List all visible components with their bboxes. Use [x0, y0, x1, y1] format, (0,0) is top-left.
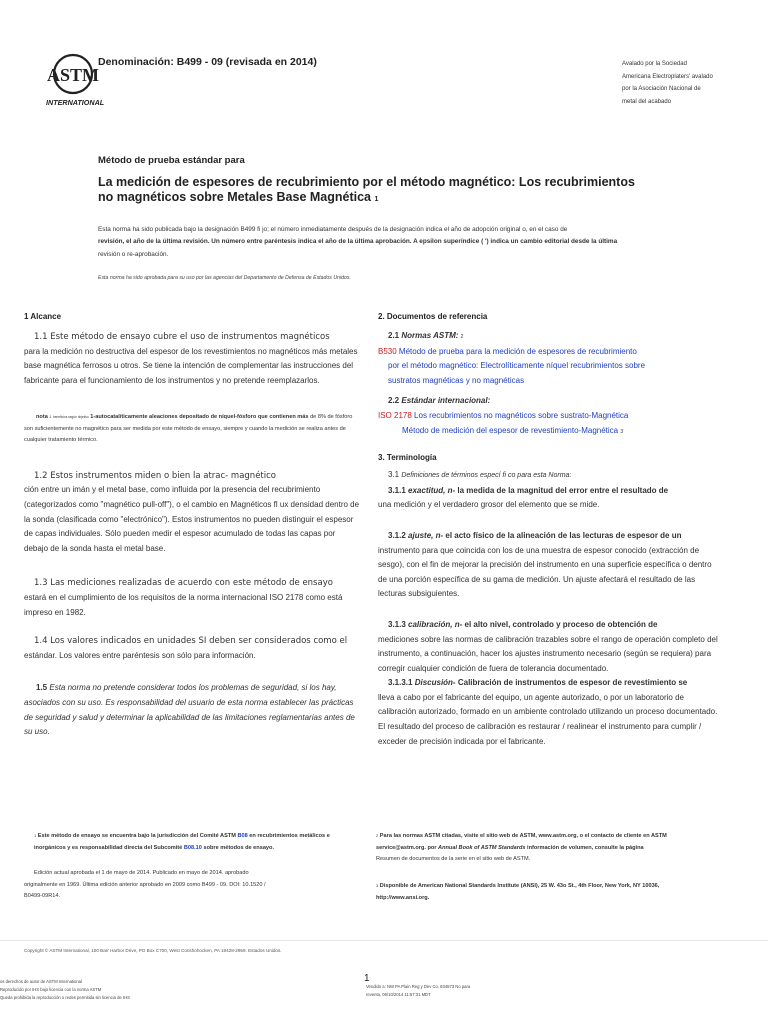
title-footnote-ref: 1	[374, 196, 379, 203]
definition-text: Calibración de instrumentos de espesor de revestimiento se	[457, 678, 688, 688]
definition-number: 3.1.2	[388, 530, 406, 540]
footnote-number: 3	[376, 883, 379, 888]
footnote-text: información de volumen, consulte la página	[527, 844, 644, 851]
note-tiny: beneficios según objetivo	[52, 415, 89, 420]
publication-notice	[98, 224, 738, 261]
paragraph-body: para la medición no destructiva del espesor de los revestimientos no magnéticos más metales base magnética ferrosos u otros. Se tiene la intención de complementar las instrucciones del fabricante para el funcionamiento de los instrumentos y no pretende reemplazarlos.	[24, 346, 358, 385]
footnote-3	[376, 880, 710, 904]
fine-line: Queda prohibida la reproducción o redes permitida sin licencia de IHS	[0, 995, 130, 1000]
endorsement-line: metal del acabado	[622, 98, 672, 105]
footnote-text: sobre métodos de ensayo.	[203, 844, 275, 851]
subsection-title: Normas ASTM:	[401, 331, 459, 340]
committee-link[interactable]: B08	[237, 833, 248, 839]
note-text: de 8% de fósforo son suficientemente no magnético para ser medida por este método de ensayo, siempre y cuando la medición se realiza antes de cualquier tratamiento térmico.	[24, 414, 353, 444]
reference-b530[interactable]	[378, 345, 718, 389]
paragraph-lead: 1.1 Este método de ensayo cubre el uso de instrumentos magnéticos	[34, 332, 330, 342]
footnote-ref: 2	[460, 334, 464, 340]
note-tiny: 1	[49, 415, 52, 420]
paragraph-body: estándar. Los valores entre paréntesis son sólo para información.	[24, 650, 256, 660]
reference-title-link[interactable]: Método de prueba para la medición de espesores de recubrimiento	[398, 346, 637, 356]
copyright-line: Copyright © ASTM International, 100 Barr Harbor Drive, PO Box C700, West Conshohocken, PA 19428-2959. Estados Unidos.	[24, 948, 282, 953]
definition-text: Definiciones de términos especí fi co para esta Norma:	[401, 472, 572, 480]
notice-line: revisión, el año de la última revisión. Un número entre paréntesis indica el año de la última aprobación. A epsilon superíndice ( ') indica un cambio editorial desde la última	[98, 238, 618, 246]
endorsement-note	[622, 58, 752, 108]
license-note-right	[366, 983, 470, 999]
definition-term: exactitud, n-	[408, 485, 456, 495]
footnote-text: Este método de ensayo se encuentra bajo la jurisdicción del Comité ASTM	[37, 833, 236, 839]
note-bold: 1-autocatalíticamente aleaciones depositado de níquel-fósforo que contienen más	[90, 414, 309, 421]
reference-code-link[interactable]: ISO 2178	[378, 410, 412, 420]
safety-statement: Esta norma no pretende considerar todos los problemas de seguridad, si los hay, asociados con su uso. Es responsabilidad del usuario de esta norma establecer las prácticas de seguridad y salud y determinar la aplicabilidad de las limitaciones reglamentarias antes de su uso.	[24, 683, 355, 737]
endorsement-line: Avalado por la Sociedad	[622, 61, 687, 67]
paragraph-lead: 1.4 Los valores indicados en unidades SI deben ser considerados como el	[34, 636, 348, 647]
fine-line: Reproducido por IHS bajo licencia con la norma ASTM	[0, 987, 102, 992]
definition-number: 3.1.3	[388, 619, 406, 629]
reference-title-link[interactable]: Los recubrimientos no magnéticos sobre sustrato-Magnética	[414, 410, 629, 420]
paragraph-1-2	[24, 469, 360, 557]
definition-term: ajuste, n-	[408, 530, 444, 540]
paragraph-1-4	[24, 634, 360, 663]
definition-number: 3.1.3.1	[388, 678, 413, 688]
definition-term: calibración, n-	[408, 619, 463, 629]
paragraph-1-1	[24, 330, 360, 388]
section-heading-scope: 1 Alcance	[24, 312, 62, 321]
footnote-text: en recubrimientos metálicos e inorgánicos y es responsabilidad directa del Subcomité	[34, 833, 330, 851]
section-heading-terminology: 3. Terminología	[378, 453, 437, 463]
defense-approval-note: Esta norma ha sido aprobada para su uso por las agencias del Departamento de Defensa de Estados Unidos.	[98, 275, 351, 281]
footnote-number: 1	[34, 833, 37, 838]
page-number: 1	[364, 973, 370, 984]
paragraph-lead: 1.2 Estos instrumentos miden o bien la atrac- magnético	[34, 470, 276, 481]
paragraph-body: estará en el cumplimiento de los requisitos de la norma internacional ISO 2178 como está impreso en 1982.	[24, 593, 343, 617]
edition-note: Edición actual aprobada el 1 de mayo de 2014. Publicado en mayo de 2014. aprobado originalmente en 1969. Última edición anterior aprobado en 2009 como B499 - 09. DOI: 10.1520 / B0499-09R14.	[24, 870, 266, 899]
definition-term: Discusión-	[414, 678, 456, 688]
method-heading: Método de prueba estándar para	[98, 155, 245, 166]
definition-body: mediciones sobre las normas de calibración trazables sobre el rango de operación completo del instrumento, a continuación, hacer los ajustes instrumento necesario (según se requiera) para corregir cualquier condición de fuera de tolerancia documentado.	[378, 634, 718, 673]
definition-3-1-3-1	[378, 676, 718, 749]
logo-text: ASTM	[46, 65, 100, 85]
definition-text: el acto físico de la alineación de las lecturas de espesor de un	[445, 530, 682, 540]
reference-code-link[interactable]: B530	[378, 346, 397, 356]
notice-line: revisión o re-aprobación.	[98, 250, 169, 258]
subsection-title: Estándar internacional:	[401, 396, 491, 406]
subsection-number: 2.1	[388, 331, 400, 340]
left-column	[24, 312, 360, 740]
fine-line: Vendido a: NW PA Plain Reg y Dev Co, 834573 No para	[366, 984, 471, 989]
section-heading-references: 2. Documentos de referencia	[378, 312, 488, 321]
definition-3-1-2	[378, 529, 718, 602]
definition-3-1	[378, 468, 718, 484]
paragraph-lead: 1.3 Las mediciones realizadas de acuerdo con este método de ensayo	[34, 578, 333, 589]
paragraph-1-3	[24, 576, 360, 620]
footnote-ref: 3	[620, 428, 624, 435]
paragraph-body: ción entre un imán y el metal base, como influida por la presencia del recubrimiento (categorizados como "magnético pull-off"), o el cambio en Magnéticos fl ux densidad dentro de la sonda (clasificada como "electrónico"). Estos instrumentos no pueden distinguir el espesor de capas individuales. Sólo pueden medir el espesor acumulado de todas las capas por debajo de la sonda hasta el metal base.	[24, 485, 360, 553]
paragraph-number: 1.5	[36, 683, 48, 693]
footnote-1	[34, 830, 354, 854]
title-text: La medición de espesores de recubrimiento por el método magnético: Los recubrimientos no magnéticos sobre Metales Base Magnética	[98, 175, 635, 204]
subsection-number: 2.2	[388, 396, 400, 406]
footnote-text: Resumen de documentos de la serie en el sitio web de ASTM.	[376, 856, 531, 862]
fine-line: os derechos de autor de ASTM International	[0, 979, 82, 984]
subheading-astm	[378, 329, 718, 345]
note-1	[24, 412, 360, 447]
license-note-left	[0, 978, 130, 1002]
reference-title-link[interactable]: por el método magnético: Electrolíticamente níquel recubrimientos sobre	[388, 361, 646, 371]
definition-body: lleva a cabo por el fabricante del equipo, un agente autorizado, o por un laboratorio de calibración autorizado, formado en un ambiente controlado utilizando un proceso documentado. El resultado del proceso de calibración es restaurar / realinear el instrumento para cumplir / exceder de precisión indicada por el fabricante.	[378, 692, 718, 746]
notice-line: Esta norma ha sido publicada bajo la designación B499 fi jo; el número inmediatamente después de la designación indica el año de adopción original o, en el caso de	[98, 226, 568, 233]
reference-title-link[interactable]	[378, 424, 718, 440]
footnote-2	[376, 830, 710, 866]
definition-3-1-1	[378, 484, 718, 513]
definition-number: 3.1	[388, 470, 400, 480]
reference-title-link[interactable]: sustratos magnéticas y no magnéticas	[388, 375, 525, 385]
footer-divider	[0, 940, 768, 941]
endorsement-line: por la Asociación Nacional de	[622, 86, 701, 92]
document-title	[98, 175, 638, 207]
footnote-italic: Annual Book of ASTM Standards	[438, 844, 526, 851]
designation: Denominación: B499 - 09 (revisada en 2014)	[98, 56, 317, 68]
subheading-international	[378, 394, 718, 409]
definition-text: la medida de la magnitud del error entre el resultado de	[457, 485, 669, 495]
fine-line: reventa, 06/10/2014 11:57:31 MDT	[366, 992, 431, 997]
paragraph-1-5	[24, 681, 360, 739]
definition-body: instrumento para que coincida con los de una muestra de espesor conocido (extracción de sesgo), con el fin de mejorar la precisión del instrumento en una superficie específica o dentro de una porción específica de su gama de medición. Un ajuste afectará el resultado de las lecturas subsiguientes.	[378, 545, 712, 599]
definition-3-1-3	[378, 618, 718, 676]
endorsement-line: Americana Electroplaters' avalado	[622, 73, 713, 80]
right-column	[378, 312, 718, 749]
reference-iso-2178[interactable]	[378, 409, 718, 439]
definition-body: una medición y el verdadero grosor del elemento que se mide.	[378, 500, 600, 510]
reference-title-text[interactable]: Método de medición del espesor de revestimiento-Magnética	[402, 425, 619, 435]
footnote-text: Para las normas ASTM citadas, visite el sitio web de ASTM, www.astm.org, o el contacto de cliente en ASTM service@astm.org. por	[376, 833, 667, 851]
subcommittee-link[interactable]: B08.10	[183, 844, 202, 851]
definition-text: el alto nivel, controlado y proceso de obtención de	[464, 619, 658, 629]
logo-international: INTERNATIONAL	[46, 98, 105, 107]
footnote-text: Disponible de American National Standards Institute (ANSI), 25 W. 43o St., 4th Floor, New York, NY 10036, http://www.ansi.org.	[376, 883, 660, 901]
definition-number: 3.1.1	[388, 485, 406, 495]
note-label: nota	[36, 414, 48, 421]
footnote-number: 2	[376, 833, 379, 838]
